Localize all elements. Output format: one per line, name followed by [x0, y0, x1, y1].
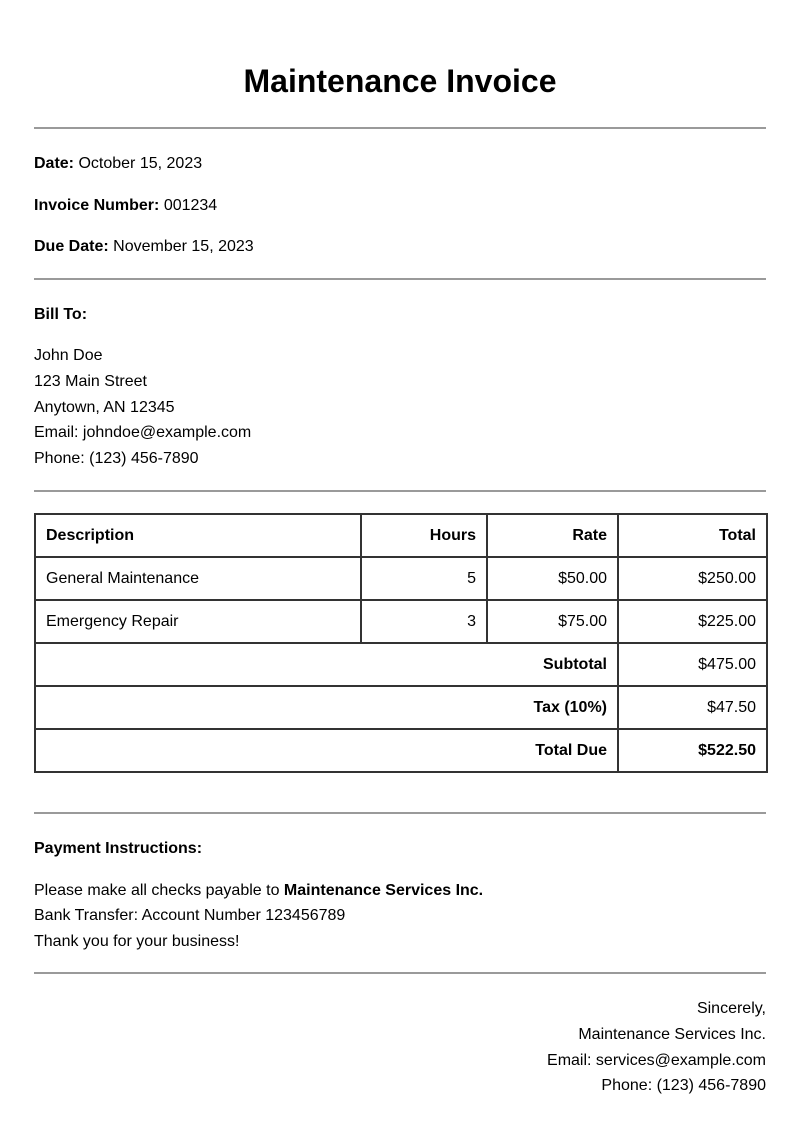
invoice-number-label: Invoice Number: — [34, 197, 160, 214]
divider — [34, 812, 766, 814]
divider — [34, 490, 766, 492]
subtotal-value: $475.00 — [618, 643, 767, 686]
signature-phone: Phone: (123) 456-7890 — [601, 1077, 766, 1094]
divider — [34, 972, 766, 974]
date-value: October 15, 2023 — [78, 155, 203, 172]
column-header-rate: Rate — [487, 514, 618, 557]
due-date-value: November 15, 2023 — [113, 238, 254, 255]
row-total: $225.00 — [618, 600, 767, 643]
payment-line-bank: Bank Transfer: Account Number 123456789 — [34, 907, 346, 924]
payment-heading: Payment Instructions: — [34, 840, 203, 857]
payment-checks-text: Please make all checks payable to — [34, 882, 284, 899]
tax-value: $47.50 — [618, 686, 767, 729]
total-due-label: Total Due — [35, 729, 618, 772]
invoice-number-value: 001234 — [163, 197, 218, 214]
row-rate: $75.00 — [487, 600, 618, 643]
column-header-total: Total — [618, 514, 767, 557]
date-line — [34, 154, 202, 174]
subtotal-label: Subtotal — [35, 643, 618, 686]
divider — [34, 278, 766, 280]
column-header-hours: Hours — [361, 514, 487, 557]
signature-email: Email: services@example.com — [547, 1052, 766, 1069]
bill-to-phone: Phone: (123) 456-7890 — [34, 450, 199, 467]
bill-to-name: John Doe — [34, 347, 103, 364]
row-description: General Maintenance — [35, 557, 361, 600]
table-row — [35, 557, 767, 600]
bill-to-street: 123 Main Street — [34, 373, 147, 390]
invoice-table — [34, 513, 768, 773]
page-title: Maintenance Invoice — [243, 63, 557, 99]
bill-to-email: Email: johndoe@example.com — [34, 424, 252, 441]
divider — [34, 127, 766, 129]
signature-company: Maintenance Services Inc. — [578, 1026, 766, 1043]
date-label: Date: — [34, 155, 75, 172]
payment-line-thanks: Thank you for your business! — [34, 933, 240, 950]
signature-closing: Sincerely, — [696, 1000, 766, 1017]
subtotal-row — [35, 643, 767, 686]
tax-label: Tax (10%) — [35, 686, 618, 729]
row-hours: 5 — [361, 557, 487, 600]
row-description: Emergency Repair — [35, 600, 361, 643]
table-row — [35, 600, 767, 643]
due-date-label: Due Date: — [34, 238, 109, 255]
payment-line-checks — [34, 881, 483, 901]
total-due-value: $522.50 — [618, 729, 767, 772]
row-hours: 3 — [361, 600, 487, 643]
payee-company: Maintenance Services Inc. — [283, 882, 484, 899]
bill-to-city: Anytown, AN 12345 — [34, 399, 175, 416]
bill-to-heading: Bill To: — [34, 306, 88, 323]
total-due-row — [35, 729, 767, 772]
table-header-row — [35, 514, 767, 557]
row-total: $250.00 — [618, 557, 767, 600]
tax-row — [35, 686, 767, 729]
invoice-number-line — [34, 196, 217, 216]
row-rate: $50.00 — [487, 557, 618, 600]
column-header-description: Description — [35, 514, 361, 557]
due-date-line — [34, 237, 254, 257]
